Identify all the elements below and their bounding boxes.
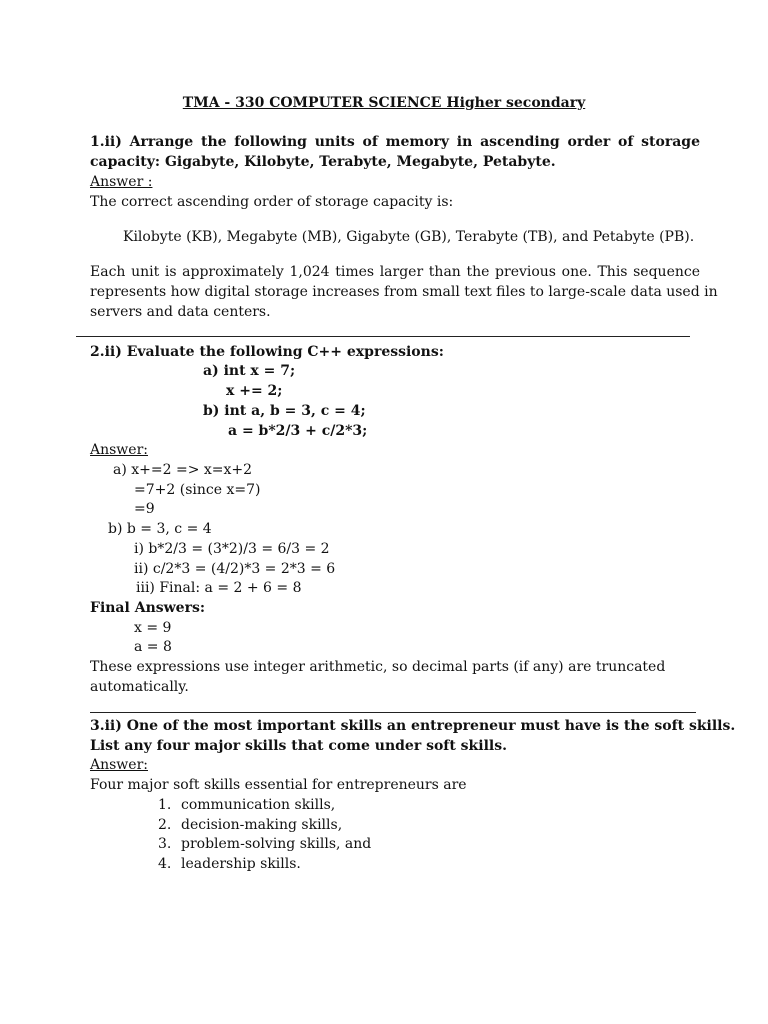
q3-answer-label: Answer: xyxy=(90,757,148,773)
q2-note-line-1: These expressions use integer arithmetic, so decimal parts (if any) are truncated xyxy=(90,659,666,675)
q2-question: 2.ii) Evaluate the following C++ expressions: xyxy=(90,344,444,360)
list-item-number: 3. xyxy=(158,836,172,852)
list-item-number: 4. xyxy=(158,856,172,872)
q2-answer-label: Answer: xyxy=(90,442,148,458)
q1-question-line-1: 1.ii) Arrange the following units of memory in ascending order of storage xyxy=(90,134,700,150)
q1-paragraph-line-2: represents how digital storage increases from small text files to large-scale data used in xyxy=(90,284,718,300)
list-item-text: problem-solving skills, and xyxy=(181,836,372,852)
list-item-text: communication skills, xyxy=(181,797,336,813)
list-item xyxy=(158,854,301,874)
q2-answer-b-step-1: i) b*2/3 = (3*2)/3 = 6/3 = 2 xyxy=(134,541,330,557)
list-item-number: 1. xyxy=(158,797,172,813)
q3-question-line-2: List any four major skills that come under soft skills. xyxy=(90,738,507,754)
q2-note-line-2: automatically. xyxy=(90,679,189,695)
q2-expression-b-line-1: b) int a, b = 3, c = 4; xyxy=(203,403,366,419)
q2-answer-a-line-2: =7+2 (since x=7) xyxy=(134,482,261,498)
q2-answer-b-header: b) b = 3, c = 4 xyxy=(108,521,212,537)
q2-expression-b-line-2: a = b*2/3 + c/2*3; xyxy=(228,423,368,439)
document-title: TMA - 330 COMPUTER SCIENCE Higher secondary xyxy=(182,95,586,111)
q2-answer-b-step-2: ii) c/2*3 = (4/2)*3 = 2*3 = 6 xyxy=(134,561,336,577)
list-item xyxy=(158,795,336,815)
list-item-text: leadership skills. xyxy=(181,856,301,872)
list-item-text: decision-making skills, xyxy=(181,817,343,833)
q1-paragraph-line-1: Each unit is approximately 1,024 times larger than the previous one. This sequence xyxy=(90,264,700,280)
q2-expression-a-line-1: a) int x = 7; xyxy=(203,363,296,379)
list-item-number: 2. xyxy=(158,817,172,833)
q3-answer-intro: Four major soft skills essential for entrepreneurs are xyxy=(90,777,467,793)
list-item xyxy=(158,834,372,854)
list-item xyxy=(158,815,343,835)
q2-final-x: x = 9 xyxy=(134,620,172,636)
q3-question-line-1: 3.ii) One of the most important skills an entrepreneur must have is the soft skills. xyxy=(90,718,736,734)
q2-final-a: a = 8 xyxy=(134,639,172,655)
q1-paragraph-line-3: servers and data centers. xyxy=(90,304,271,320)
q1-question-line-2: capacity: Gigabyte, Kilobyte, Terabyte, Megabyte, Petabyte. xyxy=(90,154,556,170)
q1-storage-order: Kilobyte (KB), Megabyte (MB), Gigabyte (GB), Terabyte (TB), and Petabyte (PB). xyxy=(123,229,695,245)
section-divider xyxy=(76,336,690,337)
q2-answer-b-step-3: iii) Final: a = 2 + 6 = 8 xyxy=(136,580,302,596)
section-divider xyxy=(90,712,696,713)
q2-answer-a-line-3: =9 xyxy=(134,501,155,517)
q2-answer-a-line-1: a) x+=2 => x=x+2 xyxy=(113,462,253,478)
q1-answer-intro: The correct ascending order of storage capacity is: xyxy=(90,194,454,210)
q1-answer-label: Answer : xyxy=(90,174,153,190)
q2-expression-a-line-2: x += 2; xyxy=(226,383,283,399)
q2-final-answers-label: Final Answers: xyxy=(90,600,206,616)
